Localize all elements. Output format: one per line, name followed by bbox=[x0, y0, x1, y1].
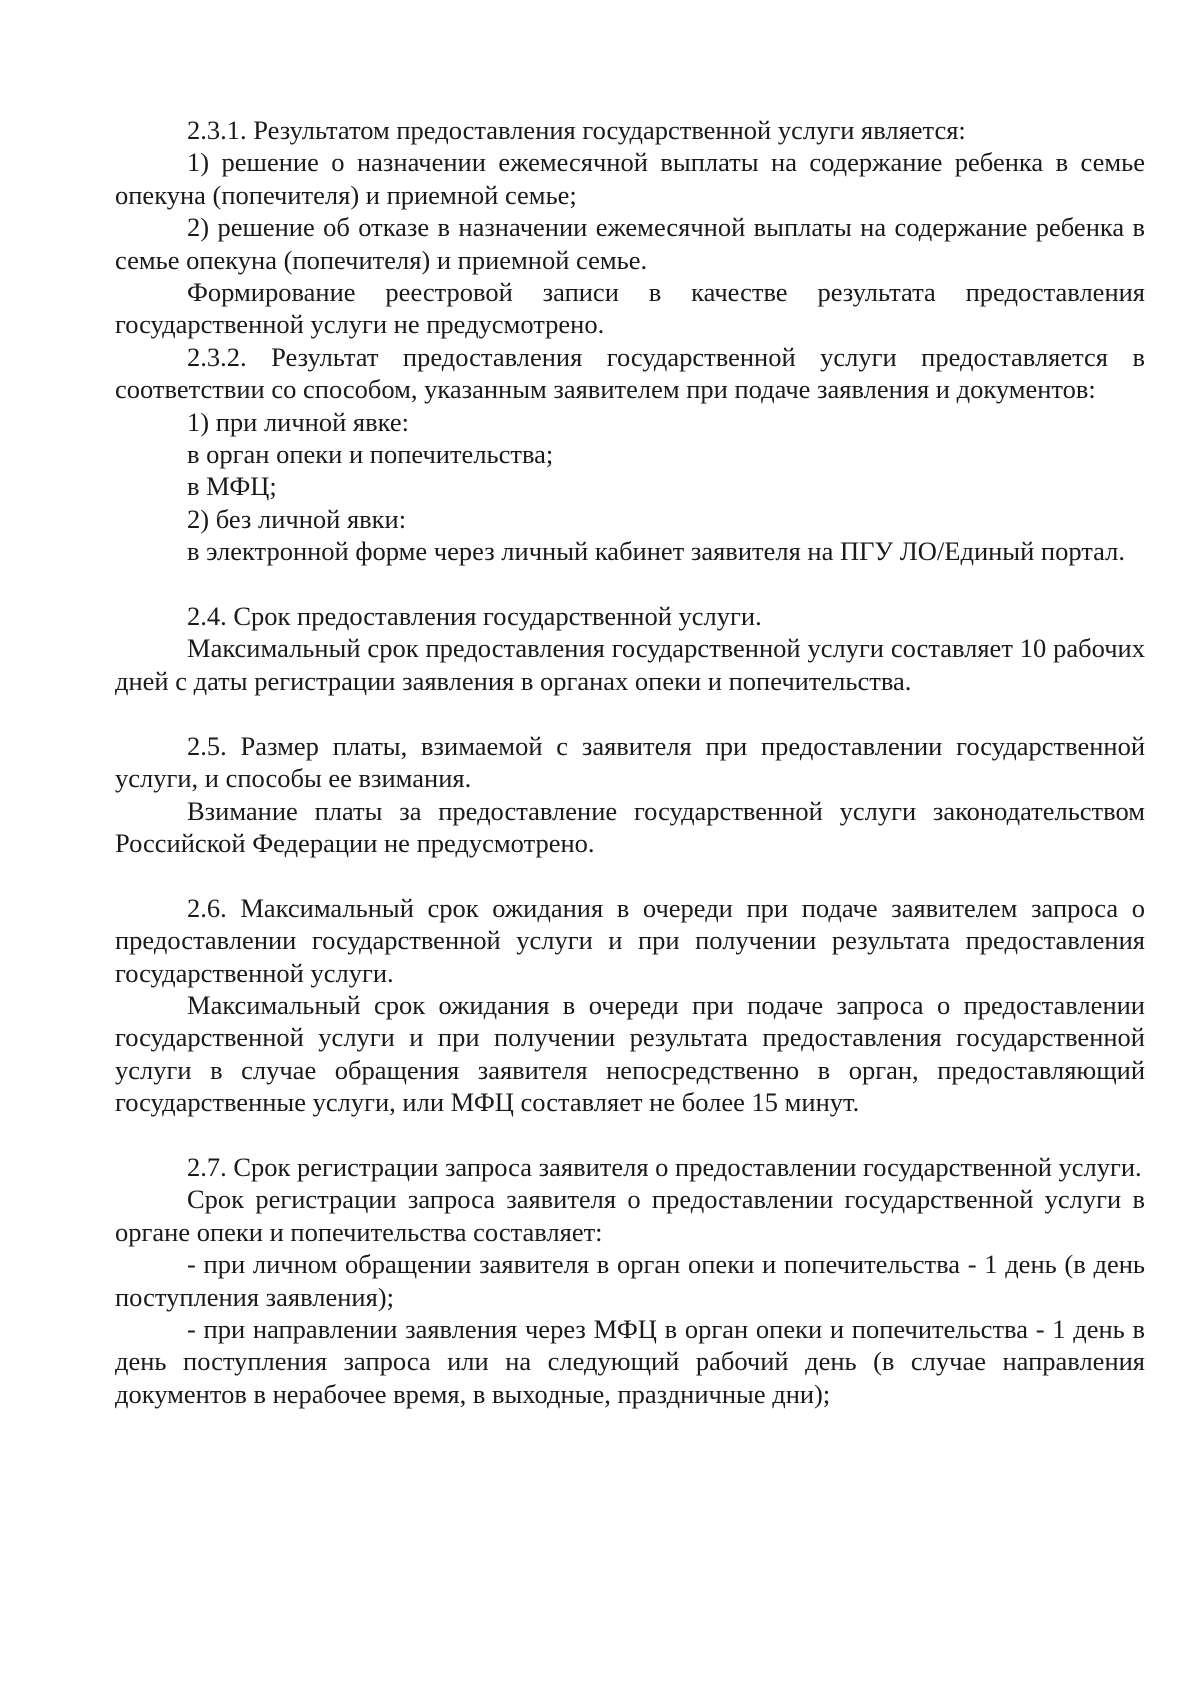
paragraph-queue-wait: Максимальный срок ожидания в очереди при подаче запроса о предоставлении государственной услуги и при получении результата предоставления государственной услуги в случае обращения заявителя непосредственно в орган, предоставляющий государственные услуги, или МФЦ составляет не более 15 минут. bbox=[115, 989, 1145, 1118]
paragraph-spacer bbox=[115, 697, 1145, 729]
paragraph-electronic-form: в электронной форме через личный кабинет заявителя на ПГУ ЛО/Единый портал. bbox=[187, 536, 1125, 567]
paragraph-mfc: в МФЦ; bbox=[187, 471, 277, 502]
paragraph-2-7: 2.7. Срок регистрации запроса заявителя о предоставлении государственной услуги. bbox=[187, 1151, 1142, 1182]
paragraph-registration-term: Срок регистрации запроса заявителя о предоставлении государственной услуги в органе опеки и попечительства составляет: bbox=[115, 1184, 1145, 1247]
paragraph-max-term: Максимальный срок предоставления государственной услуги составляет 10 рабочих дней с даты регистрации заявления в органах опеки и попечительства. bbox=[115, 633, 1145, 696]
paragraph-via-mfc: - при направлении заявления через МФЦ в орган опеки и попечительства - 1 день в день поступления запроса или на следующий рабочий день (в случае направления документов в нерабочее время, в выходные, праздничные дни); bbox=[115, 1313, 1145, 1409]
paragraph-spacer bbox=[115, 859, 1145, 891]
paragraph-2-6: 2.6. Максимальный срок ожидания в очереди при подаче заявителем запроса о предоставлении государственной услуги и при получении результата предоставления государственной услуги. bbox=[115, 892, 1145, 988]
paragraph-personal-appeal: - при личном обращении заявителя в орган опеки и попечительства - 1 день (в день поступления заявления); bbox=[115, 1249, 1145, 1312]
document-page bbox=[115, 114, 1145, 1410]
paragraph-spacer bbox=[115, 1119, 1145, 1151]
paragraph-without-visit: 2) без личной явки: bbox=[187, 503, 407, 534]
paragraph-registry-record: Формирование реестровой записи в качестве результата предоставления государственной услуги не предусмотрено. bbox=[115, 277, 1145, 340]
paragraph-personal-visit: 1) при личной явке: bbox=[187, 406, 409, 437]
paragraph-2-3-1: 2.3.1. Результатом предоставления государственной услуги является: bbox=[187, 115, 966, 145]
paragraph-result-item-2: 2) решение об отказе в назначении ежемесячной выплаты на содержание ребенка в семье опекуна (попечителя) и приемной семье. bbox=[115, 212, 1145, 275]
paragraph-guardianship-body: в орган опеки и попечительства; bbox=[187, 439, 554, 470]
paragraph-result-item-1: 1) решение о назначении ежемесячной выплаты на содержание ребенка в семье опекуна (попечителя) и приемной семье; bbox=[115, 147, 1145, 210]
paragraph-2-4: 2.4. Срок предоставления государственной услуги. bbox=[187, 601, 762, 632]
paragraph-spacer bbox=[115, 568, 1145, 600]
paragraph-2-5: 2.5. Размер платы, взимаемой с заявителя при предоставлении государственной услуги, и способы ее взимания. bbox=[115, 730, 1145, 794]
paragraph-fee: Взимание платы за предоставление государственной услуги законодательством Российской Федерации не предусмотрено. bbox=[115, 795, 1145, 858]
paragraph-2-3-2: 2.3.2. Результат предоставления государственной услуги предоставляется в соответствии со способом, указанным заявителем при подаче заявления и документов: bbox=[115, 341, 1145, 405]
